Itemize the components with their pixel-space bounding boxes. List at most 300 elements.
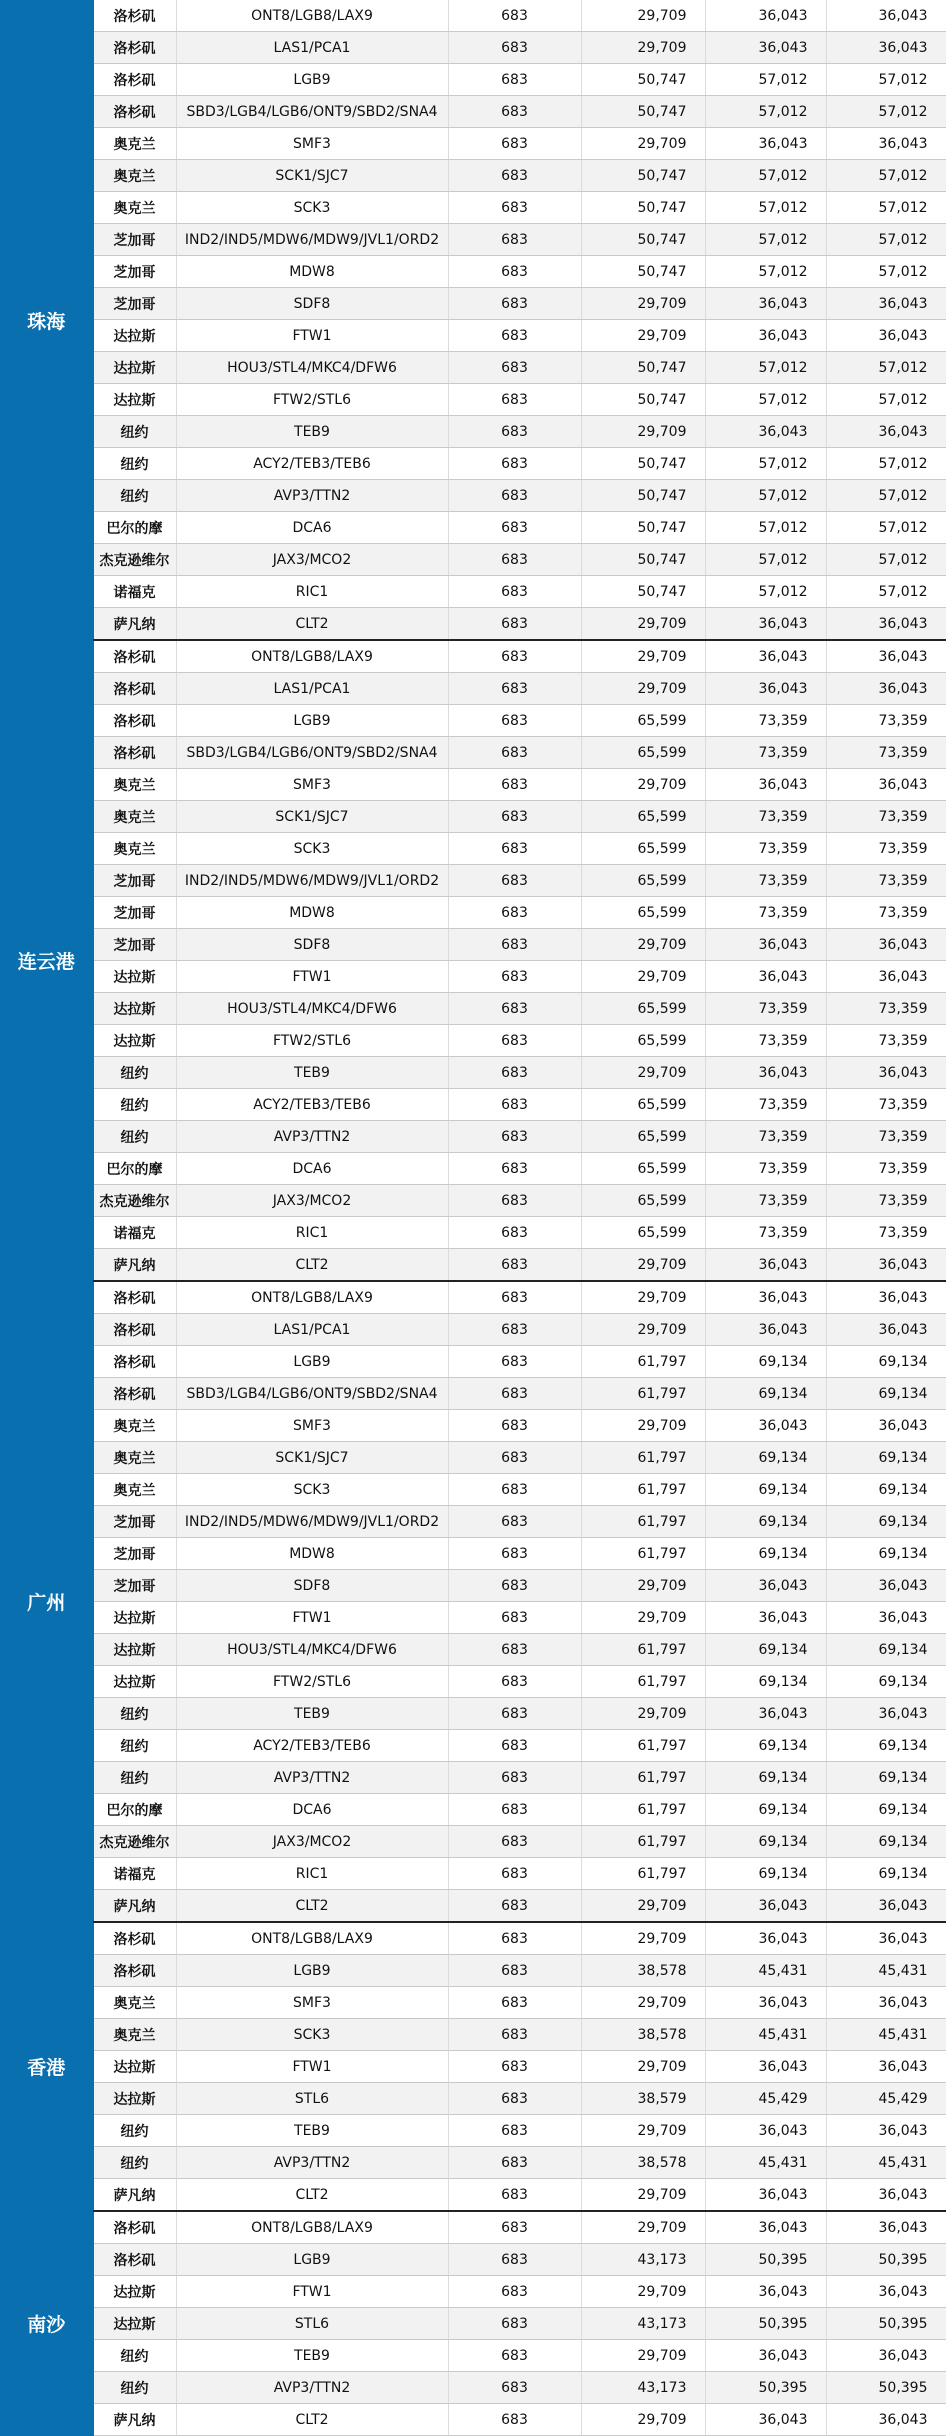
col-value-4: 73,359 <box>826 1185 946 1217</box>
col-value-1: 683 <box>448 2179 581 2212</box>
destination-city: 洛杉矶 <box>93 640 176 673</box>
col-value-1: 683 <box>448 1314 581 1346</box>
warehouse-codes: SDF8 <box>176 288 448 320</box>
col-value-1: 683 <box>448 769 581 801</box>
col-value-1: 683 <box>448 2147 581 2179</box>
table-row <box>0 64 946 96</box>
warehouse-codes: RIC1 <box>176 1217 448 1249</box>
table-row <box>0 2211 946 2244</box>
col-value-2: 61,797 <box>581 1826 705 1858</box>
col-value-4: 57,012 <box>826 96 946 128</box>
col-value-4: 36,043 <box>826 1987 946 2019</box>
col-value-1: 683 <box>448 128 581 160</box>
col-value-4: 73,359 <box>826 993 946 1025</box>
warehouse-codes: SMF3 <box>176 769 448 801</box>
warehouse-codes: FTW1 <box>176 1602 448 1634</box>
col-value-3: 57,012 <box>705 160 826 192</box>
col-value-1: 683 <box>448 1634 581 1666</box>
table-row <box>0 1890 946 1923</box>
col-value-2: 61,797 <box>581 1474 705 1506</box>
warehouse-codes: SCK1/SJC7 <box>176 160 448 192</box>
col-value-4: 36,043 <box>826 320 946 352</box>
destination-city: 达拉斯 <box>93 961 176 993</box>
warehouse-codes: HOU3/STL4/MKC4/DFW6 <box>176 993 448 1025</box>
col-value-2: 29,709 <box>581 1890 705 1923</box>
col-value-4: 57,012 <box>826 352 946 384</box>
table-row <box>0 1442 946 1474</box>
col-value-3: 73,359 <box>705 897 826 929</box>
col-value-1: 683 <box>448 2276 581 2308</box>
col-value-1: 683 <box>448 1987 581 2019</box>
destination-city: 纽约 <box>93 448 176 480</box>
col-value-2: 61,797 <box>581 1442 705 1474</box>
warehouse-codes: CLT2 <box>176 608 448 641</box>
col-value-2: 38,578 <box>581 2147 705 2179</box>
warehouse-codes: LGB9 <box>176 705 448 737</box>
col-value-4: 36,043 <box>826 1922 946 1955</box>
col-value-3: 57,012 <box>705 384 826 416</box>
col-value-4: 73,359 <box>826 705 946 737</box>
destination-city: 纽约 <box>93 1698 176 1730</box>
col-value-3: 69,134 <box>705 1378 826 1410</box>
table-row <box>0 1858 946 1890</box>
table-row <box>0 1794 946 1826</box>
warehouse-codes: HOU3/STL4/MKC4/DFW6 <box>176 352 448 384</box>
col-value-3: 69,134 <box>705 1794 826 1826</box>
col-value-2: 29,709 <box>581 769 705 801</box>
col-value-1: 683 <box>448 2051 581 2083</box>
table-row <box>0 1217 946 1249</box>
destination-city: 达拉斯 <box>93 320 176 352</box>
col-value-2: 50,747 <box>581 576 705 608</box>
table-row <box>0 128 946 160</box>
warehouse-codes: TEB9 <box>176 2340 448 2372</box>
warehouse-codes: JAX3/MCO2 <box>176 544 448 576</box>
col-value-1: 683 <box>448 224 581 256</box>
warehouse-codes: MDW8 <box>176 256 448 288</box>
warehouse-codes: HOU3/STL4/MKC4/DFW6 <box>176 1634 448 1666</box>
col-value-2: 50,747 <box>581 224 705 256</box>
col-value-2: 65,599 <box>581 705 705 737</box>
col-value-2: 29,709 <box>581 2179 705 2212</box>
col-value-3: 57,012 <box>705 352 826 384</box>
col-value-1: 683 <box>448 96 581 128</box>
col-value-1: 683 <box>448 1922 581 1955</box>
col-value-3: 36,043 <box>705 1698 826 1730</box>
destination-city: 洛杉矶 <box>93 1922 176 1955</box>
col-value-4: 36,043 <box>826 1281 946 1314</box>
col-value-3: 36,043 <box>705 1281 826 1314</box>
warehouse-codes: TEB9 <box>176 2115 448 2147</box>
warehouse-codes: SCK1/SJC7 <box>176 1442 448 1474</box>
table-row <box>0 673 946 705</box>
col-value-3: 57,012 <box>705 576 826 608</box>
warehouse-codes: CLT2 <box>176 1890 448 1923</box>
table-row <box>0 865 946 897</box>
col-value-2: 65,599 <box>581 833 705 865</box>
destination-city: 芝加哥 <box>93 1570 176 1602</box>
table-row <box>0 1506 946 1538</box>
col-value-2: 29,709 <box>581 32 705 64</box>
table-row <box>0 352 946 384</box>
destination-city: 达拉斯 <box>93 384 176 416</box>
col-value-1: 683 <box>448 1602 581 1634</box>
col-value-4: 73,359 <box>826 897 946 929</box>
col-value-2: 29,709 <box>581 1281 705 1314</box>
table-row <box>0 1987 946 2019</box>
col-value-4: 73,359 <box>826 737 946 769</box>
table-row <box>0 1185 946 1217</box>
col-value-4: 36,043 <box>826 640 946 673</box>
col-value-4: 36,043 <box>826 2404 946 2436</box>
col-value-2: 38,579 <box>581 2083 705 2115</box>
col-value-1: 683 <box>448 2308 581 2340</box>
table-row <box>0 512 946 544</box>
col-value-3: 36,043 <box>705 640 826 673</box>
col-value-1: 683 <box>448 1698 581 1730</box>
col-value-1: 683 <box>448 576 581 608</box>
table-row <box>0 961 946 993</box>
table-row <box>0 2019 946 2051</box>
region-label: 广州 <box>0 1281 93 1922</box>
warehouse-codes: TEB9 <box>176 1057 448 1089</box>
col-value-4: 69,134 <box>826 1538 946 1570</box>
col-value-4: 36,043 <box>826 0 946 32</box>
col-value-4: 69,134 <box>826 1826 946 1858</box>
destination-city: 洛杉矶 <box>93 96 176 128</box>
table-row <box>0 1570 946 1602</box>
col-value-1: 683 <box>448 1474 581 1506</box>
destination-city: 洛杉矶 <box>93 1346 176 1378</box>
col-value-2: 50,747 <box>581 384 705 416</box>
col-value-2: 29,709 <box>581 640 705 673</box>
col-value-3: 36,043 <box>705 32 826 64</box>
region-group <box>0 1281 946 1922</box>
col-value-4: 45,429 <box>826 2083 946 2115</box>
col-value-3: 36,043 <box>705 1890 826 1923</box>
col-value-1: 683 <box>448 1346 581 1378</box>
destination-city: 巴尔的摩 <box>93 1794 176 1826</box>
col-value-1: 683 <box>448 256 581 288</box>
col-value-2: 43,173 <box>581 2372 705 2404</box>
col-value-1: 683 <box>448 897 581 929</box>
warehouse-codes: DCA6 <box>176 512 448 544</box>
destination-city: 巴尔的摩 <box>93 512 176 544</box>
warehouse-codes: STL6 <box>176 2083 448 2115</box>
col-value-3: 45,431 <box>705 1955 826 1987</box>
table-row <box>0 2179 946 2212</box>
warehouse-codes: SMF3 <box>176 128 448 160</box>
destination-city: 达拉斯 <box>93 993 176 1025</box>
warehouse-codes: AVP3/TTN2 <box>176 480 448 512</box>
destination-city: 达拉斯 <box>93 1666 176 1698</box>
warehouse-codes: SCK3 <box>176 2019 448 2051</box>
col-value-4: 57,012 <box>826 256 946 288</box>
col-value-3: 36,043 <box>705 769 826 801</box>
table-row <box>0 576 946 608</box>
col-value-3: 57,012 <box>705 64 826 96</box>
col-value-2: 29,709 <box>581 2276 705 2308</box>
destination-city: 芝加哥 <box>93 1538 176 1570</box>
warehouse-codes: AVP3/TTN2 <box>176 1121 448 1153</box>
col-value-4: 36,043 <box>826 1249 946 1282</box>
col-value-4: 50,395 <box>826 2308 946 2340</box>
destination-city: 纽约 <box>93 2147 176 2179</box>
destination-city: 芝加哥 <box>93 929 176 961</box>
table-row <box>0 1730 946 1762</box>
col-value-2: 61,797 <box>581 1634 705 1666</box>
table-row <box>0 1057 946 1089</box>
destination-city: 诺福克 <box>93 1217 176 1249</box>
region-group <box>0 1922 946 2211</box>
col-value-3: 69,134 <box>705 1474 826 1506</box>
col-value-4: 69,134 <box>826 1730 946 1762</box>
table-row <box>0 737 946 769</box>
warehouse-codes: LAS1/PCA1 <box>176 1314 448 1346</box>
col-value-1: 683 <box>448 705 581 737</box>
col-value-1: 683 <box>448 2083 581 2115</box>
col-value-4: 50,395 <box>826 2372 946 2404</box>
warehouse-codes: RIC1 <box>176 576 448 608</box>
col-value-1: 683 <box>448 1794 581 1826</box>
col-value-2: 61,797 <box>581 1666 705 1698</box>
col-value-1: 683 <box>448 352 581 384</box>
col-value-1: 683 <box>448 1249 581 1282</box>
col-value-4: 36,043 <box>826 1057 946 1089</box>
col-value-3: 36,043 <box>705 1602 826 1634</box>
warehouse-codes: SBD3/LGB4/LGB6/ONT9/SBD2/SNA4 <box>176 737 448 769</box>
col-value-1: 683 <box>448 544 581 576</box>
warehouse-codes: LGB9 <box>176 2244 448 2276</box>
col-value-4: 36,043 <box>826 1570 946 1602</box>
destination-city: 奥克兰 <box>93 801 176 833</box>
col-value-2: 65,599 <box>581 1217 705 1249</box>
col-value-4: 36,043 <box>826 2179 946 2212</box>
table-row <box>0 1249 946 1282</box>
col-value-4: 69,134 <box>826 1474 946 1506</box>
destination-city: 芝加哥 <box>93 224 176 256</box>
destination-city: 达拉斯 <box>93 2276 176 2308</box>
table-row <box>0 1826 946 1858</box>
col-value-1: 683 <box>448 929 581 961</box>
destination-city: 达拉斯 <box>93 1602 176 1634</box>
table-row <box>0 705 946 737</box>
warehouse-codes: ACY2/TEB3/TEB6 <box>176 1089 448 1121</box>
col-value-3: 36,043 <box>705 673 826 705</box>
col-value-1: 683 <box>448 1666 581 1698</box>
destination-city: 洛杉矶 <box>93 2244 176 2276</box>
table-row <box>0 1538 946 1570</box>
col-value-3: 69,134 <box>705 1346 826 1378</box>
col-value-1: 683 <box>448 1858 581 1890</box>
col-value-3: 57,012 <box>705 544 826 576</box>
col-value-1: 683 <box>448 961 581 993</box>
col-value-3: 57,012 <box>705 256 826 288</box>
col-value-3: 36,043 <box>705 1570 826 1602</box>
warehouse-codes: AVP3/TTN2 <box>176 1762 448 1794</box>
col-value-1: 683 <box>448 2340 581 2372</box>
table-row <box>0 993 946 1025</box>
col-value-1: 683 <box>448 1410 581 1442</box>
col-value-3: 69,134 <box>705 1826 826 1858</box>
col-value-2: 61,797 <box>581 1858 705 1890</box>
table-row <box>0 2340 946 2372</box>
table-row <box>0 1762 946 1794</box>
col-value-4: 69,134 <box>826 1442 946 1474</box>
destination-city: 纽约 <box>93 2372 176 2404</box>
warehouse-codes: FTW2/STL6 <box>176 1025 448 1057</box>
warehouse-codes: FTW1 <box>176 961 448 993</box>
destination-city: 萨凡纳 <box>93 2404 176 2436</box>
col-value-4: 36,043 <box>826 961 946 993</box>
table-row <box>0 2115 946 2147</box>
col-value-3: 50,395 <box>705 2308 826 2340</box>
col-value-3: 73,359 <box>705 865 826 897</box>
col-value-4: 36,043 <box>826 128 946 160</box>
destination-city: 洛杉矶 <box>93 1281 176 1314</box>
destination-city: 洛杉矶 <box>93 2211 176 2244</box>
warehouse-codes: SCK1/SJC7 <box>176 801 448 833</box>
col-value-1: 683 <box>448 1025 581 1057</box>
col-value-3: 57,012 <box>705 96 826 128</box>
col-value-4: 57,012 <box>826 160 946 192</box>
warehouse-codes: ACY2/TEB3/TEB6 <box>176 448 448 480</box>
table-row <box>0 608 946 641</box>
col-value-2: 61,797 <box>581 1378 705 1410</box>
col-value-3: 36,043 <box>705 128 826 160</box>
region-group <box>0 0 946 640</box>
warehouse-codes: FTW1 <box>176 320 448 352</box>
col-value-3: 69,134 <box>705 1858 826 1890</box>
warehouse-codes: SCK3 <box>176 833 448 865</box>
col-value-2: 29,709 <box>581 1570 705 1602</box>
col-value-2: 50,747 <box>581 352 705 384</box>
warehouse-codes: FTW2/STL6 <box>176 384 448 416</box>
warehouse-codes: LAS1/PCA1 <box>176 32 448 64</box>
col-value-4: 57,012 <box>826 544 946 576</box>
col-value-3: 36,043 <box>705 288 826 320</box>
col-value-4: 57,012 <box>826 192 946 224</box>
col-value-3: 36,043 <box>705 416 826 448</box>
warehouse-codes: AVP3/TTN2 <box>176 2372 448 2404</box>
warehouse-codes: ONT8/LGB8/LAX9 <box>176 1281 448 1314</box>
col-value-4: 57,012 <box>826 448 946 480</box>
col-value-3: 57,012 <box>705 192 826 224</box>
warehouse-codes: RIC1 <box>176 1858 448 1890</box>
destination-city: 达拉斯 <box>93 1025 176 1057</box>
col-value-4: 73,359 <box>826 833 946 865</box>
col-value-3: 36,043 <box>705 2211 826 2244</box>
col-value-4: 36,043 <box>826 2051 946 2083</box>
col-value-2: 50,747 <box>581 64 705 96</box>
table-row <box>0 256 946 288</box>
col-value-3: 69,134 <box>705 1538 826 1570</box>
table-row <box>0 192 946 224</box>
table-row <box>0 2404 946 2436</box>
col-value-1: 683 <box>448 1185 581 1217</box>
col-value-1: 683 <box>448 2372 581 2404</box>
table-row <box>0 0 946 32</box>
col-value-1: 683 <box>448 1442 581 1474</box>
destination-city: 洛杉矶 <box>93 705 176 737</box>
destination-city: 纽约 <box>93 480 176 512</box>
destination-city: 萨凡纳 <box>93 2179 176 2212</box>
col-value-3: 36,043 <box>705 320 826 352</box>
col-value-3: 69,134 <box>705 1506 826 1538</box>
col-value-3: 36,043 <box>705 1922 826 1955</box>
col-value-4: 36,043 <box>826 32 946 64</box>
col-value-3: 36,043 <box>705 2115 826 2147</box>
col-value-2: 61,797 <box>581 1794 705 1826</box>
table-row <box>0 2372 946 2404</box>
col-value-2: 65,599 <box>581 1025 705 1057</box>
table-row <box>0 160 946 192</box>
col-value-1: 683 <box>448 2211 581 2244</box>
col-value-2: 65,599 <box>581 801 705 833</box>
col-value-3: 69,134 <box>705 1666 826 1698</box>
col-value-1: 683 <box>448 1890 581 1923</box>
destination-city: 纽约 <box>93 2115 176 2147</box>
col-value-1: 683 <box>448 512 581 544</box>
col-value-4: 50,395 <box>826 2244 946 2276</box>
col-value-1: 683 <box>448 64 581 96</box>
destination-city: 奥克兰 <box>93 1987 176 2019</box>
col-value-4: 73,359 <box>826 1153 946 1185</box>
col-value-4: 57,012 <box>826 576 946 608</box>
warehouse-codes: ONT8/LGB8/LAX9 <box>176 0 448 32</box>
col-value-3: 73,359 <box>705 801 826 833</box>
table-row <box>0 929 946 961</box>
destination-city: 达拉斯 <box>93 352 176 384</box>
col-value-4: 57,012 <box>826 512 946 544</box>
table-row <box>0 2276 946 2308</box>
col-value-2: 65,599 <box>581 1089 705 1121</box>
destination-city: 奥克兰 <box>93 1442 176 1474</box>
table-row <box>0 897 946 929</box>
col-value-1: 683 <box>448 1762 581 1794</box>
destination-city: 芝加哥 <box>93 288 176 320</box>
table-row <box>0 384 946 416</box>
region-label: 珠海 <box>0 0 93 640</box>
table-row <box>0 1698 946 1730</box>
table-row <box>0 416 946 448</box>
destination-city: 诺福克 <box>93 576 176 608</box>
table-row <box>0 1153 946 1185</box>
col-value-1: 683 <box>448 608 581 641</box>
col-value-4: 45,431 <box>826 1955 946 1987</box>
destination-city: 奥克兰 <box>93 2019 176 2051</box>
table-row <box>0 2244 946 2276</box>
warehouse-codes: ONT8/LGB8/LAX9 <box>176 640 448 673</box>
col-value-2: 61,797 <box>581 1730 705 1762</box>
col-value-4: 57,012 <box>826 384 946 416</box>
warehouse-codes: STL6 <box>176 2308 448 2340</box>
col-value-4: 36,043 <box>826 608 946 641</box>
col-value-4: 69,134 <box>826 1346 946 1378</box>
table-row <box>0 1314 946 1346</box>
warehouse-codes: SBD3/LGB4/LGB6/ONT9/SBD2/SNA4 <box>176 1378 448 1410</box>
warehouse-codes: JAX3/MCO2 <box>176 1185 448 1217</box>
table-row <box>0 1281 946 1314</box>
col-value-4: 36,043 <box>826 1314 946 1346</box>
col-value-4: 69,134 <box>826 1762 946 1794</box>
warehouse-codes: TEB9 <box>176 416 448 448</box>
col-value-4: 69,134 <box>826 1634 946 1666</box>
col-value-2: 29,709 <box>581 2340 705 2372</box>
col-value-1: 683 <box>448 416 581 448</box>
col-value-4: 36,043 <box>826 2211 946 2244</box>
destination-city: 奥克兰 <box>93 128 176 160</box>
